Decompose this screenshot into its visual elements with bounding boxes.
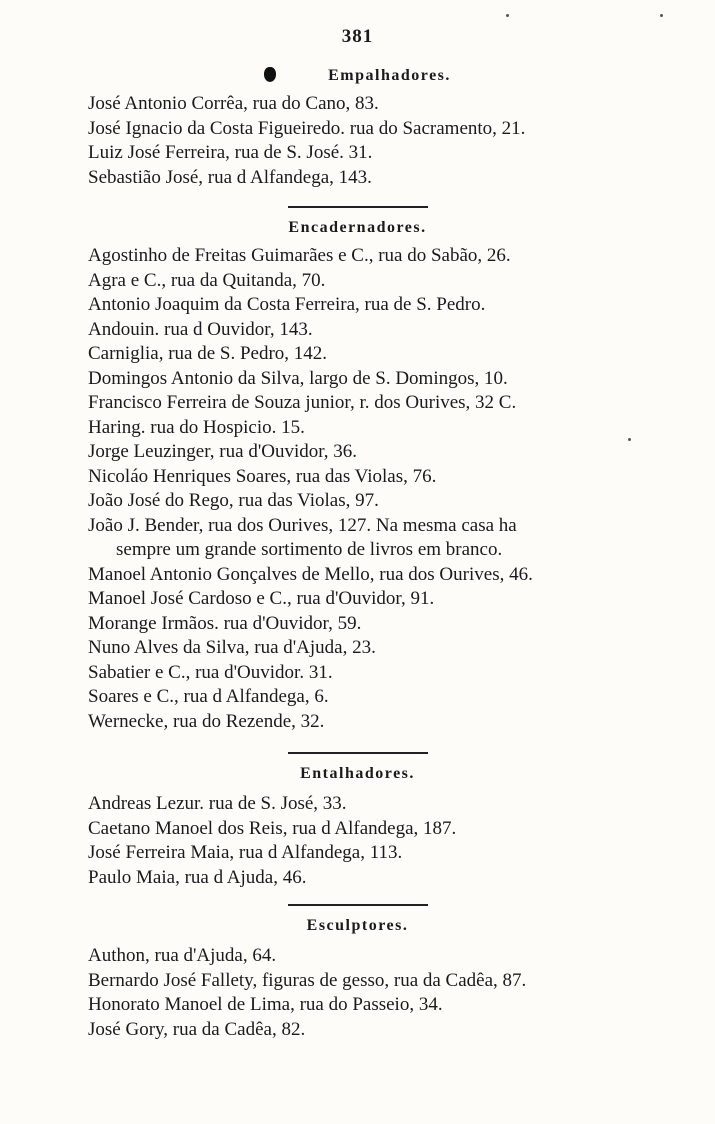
section-encadernadores [0, 206, 715, 734]
list-item: José Ferreira Maia, rua d Alfandega, 113. [88, 842, 403, 863]
list-item: Domingos Antonio da Silva, largo de S. Domingos, 10. [88, 367, 508, 389]
section-empalhadores [0, 64, 715, 190]
list-item: Manoel Antonio Gonçalves de Mello, rua dos Ourives, 46. [88, 563, 533, 585]
section-title: Esculptores. [306, 917, 409, 934]
list-item: José Gory, rua da Cadêa, 82. [88, 1018, 306, 1040]
list-item: Manoel José Cardoso e C., rua d'Ouvidor, 91. [88, 588, 435, 609]
list-item: Authon, rua d'Ajuda, 64. [88, 945, 277, 966]
list-item: Sebastião José, rua d Alfandega, 143. [88, 166, 372, 188]
list-item: Andreas Lezur. rua de S. José, 33. [88, 793, 347, 814]
section-esculptores [0, 904, 715, 1042]
list-item: Haring. rua do Hospicio. 15. [88, 416, 305, 438]
list-item: Morange Irmãos. rua d'Ouvidor, 59. [88, 612, 362, 634]
list-item: Antonio Joaquim da Costa Ferreira, rua de S. Pedro. [88, 294, 486, 315]
list-item: Sabatier e C., rua d'Ouvidor. 31. [88, 661, 333, 683]
list-item: Nicoláo Henriques Soares, rua das Violas, 76. [88, 465, 437, 487]
print-speck [628, 438, 631, 441]
list-item: Jorge Leuzinger, rua d'Ouvidor, 36. [88, 441, 358, 462]
print-speck [660, 14, 663, 17]
section-title: Empalhadores. [0, 64, 715, 88]
list-item: Paulo Maia, rua d Ajuda, 46. [88, 866, 307, 888]
section-divider [288, 206, 428, 208]
list-item: Caetano Manoel dos Reis, rua d Alfandega, 187. [88, 817, 457, 839]
list-item: Andouin. rua d Ouvidor, 143. [88, 318, 313, 340]
list-item: Wernecke, rua do Rezende, 32. [88, 710, 325, 732]
list-item: Nuno Alves da Silva, rua d'Ajuda, 23. [88, 637, 376, 658]
section-title: Encadernadores. [288, 219, 427, 236]
list-item: Soares e C., rua d Alfandega, 6. [88, 686, 329, 707]
list-item: José Ignacio da Costa Figueiredo. rua do Sacramento, 21. [88, 117, 526, 139]
list-item: João J. Bender, rua dos Ourives, 127. Na mesma casa ha [88, 514, 517, 536]
page-number: 381 [341, 26, 374, 47]
list-item: Carniglia, rua de S. Pedro, 142. [88, 343, 328, 364]
list-item: José Antonio Corrêa, rua do Cano, 83. [88, 93, 379, 114]
ink-blot-icon [264, 67, 276, 82]
list-item-continuation: sempre um grande sortimento de livros em branco. [116, 539, 503, 560]
list-item: Bernardo José Fallety, figuras de gesso, rua da Cadêa, 87. [88, 969, 527, 991]
section-divider [288, 752, 428, 754]
list-item: Agra e C., rua da Quitanda, 70. [88, 269, 326, 291]
print-speck [506, 14, 509, 17]
list-item: Honorato Manoel de Lima, rua do Passeio, 34. [88, 994, 443, 1015]
section-entalhadores [0, 752, 715, 890]
section-title: Entalhadores. [300, 765, 415, 782]
list-item: Luiz José Ferreira, rua de S. José. 31. [88, 142, 373, 163]
section-divider [288, 904, 428, 906]
list-item: Francisco Ferreira de Souza junior, r. dos Ourives, 32 C. [88, 392, 517, 413]
list-item: João José do Rego, rua das Violas, 97. [88, 490, 379, 511]
list-item: Agostinho de Freitas Guimarães e C., rua do Sabão, 26. [88, 245, 511, 266]
